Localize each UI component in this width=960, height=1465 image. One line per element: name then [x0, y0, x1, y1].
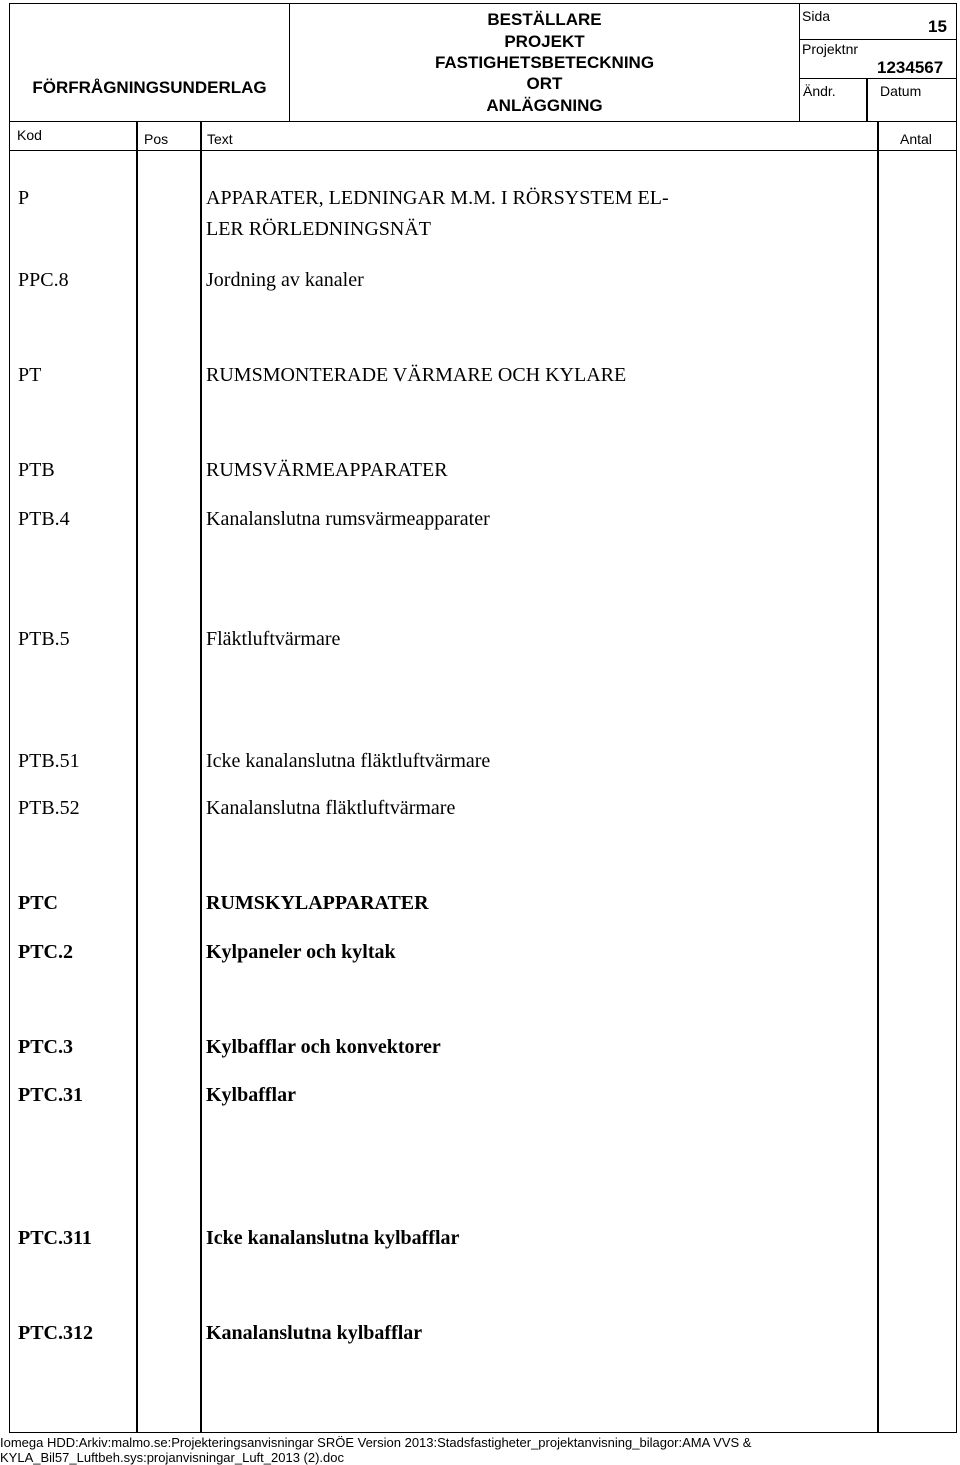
datum-label: Datum	[880, 83, 922, 99]
header-projekt: PROJEKT	[504, 32, 585, 51]
row-text: RUMSVÄRMEAPPARATER	[206, 459, 448, 481]
row-text: Kanalanslutna kylbafflar	[206, 1322, 423, 1344]
column-antal: Antal	[900, 131, 932, 147]
row-kod: PTC.3	[18, 1036, 73, 1058]
row-text: RUMSMONTERADE VÄRMARE OCH KYLARE	[206, 364, 627, 386]
projektnr-value: 1234567	[877, 58, 944, 77]
row-kod: PTB.51	[18, 750, 80, 772]
footer-path-line1: Iomega HDD:Arkiv:malmo.se:Projekteringsanvisningar SRÖE Version 2013:Stadsfastigheter_projektanvisning_bilagor:AMA VVS &	[0, 1435, 752, 1450]
header-bestallare: BESTÄLLARE	[487, 10, 602, 29]
row-text: Kylbafflar och konvektorer	[206, 1036, 441, 1058]
projektnr-label: Projektnr	[802, 41, 859, 57]
row-text: APPARATER, LEDNINGAR M.M. I RÖRSYSTEM EL-	[206, 187, 669, 209]
row-kod: PTB	[18, 459, 55, 481]
row-kod: P	[18, 187, 30, 209]
document-title: FÖRFRÅGNINGSUNDERLAG	[32, 78, 267, 97]
divider-pos-text	[200, 121, 202, 1433]
row-text: Kylpaneler och kyltak	[206, 941, 396, 963]
header-ort: ORT	[526, 74, 563, 93]
column-kod: Kod	[17, 127, 42, 143]
row-text: LER RÖRLEDNINGSNÄT	[206, 218, 431, 240]
header-title-cell	[9, 3, 290, 122]
row-kod: PTB.5	[18, 628, 70, 650]
andr-label: Ändr.	[803, 83, 836, 99]
row-kod: PTC.31	[18, 1084, 83, 1106]
row-text: Fläktluftvärmare	[206, 628, 341, 650]
footer-path-line2: KYLA_Bil57_Luftbeh.sys:projanvisningar_Luft_2013 (2).doc	[0, 1450, 345, 1465]
row-text: Icke kanalanslutna fläktluftvärmare	[206, 750, 491, 772]
row-text: Jordning av kanaler	[206, 269, 364, 291]
header-anlaggning: ANLÄGGNING	[486, 96, 603, 115]
row-text: Kanalanslutna rumsvärmeapparater	[206, 508, 490, 530]
row-kod: PPC.8	[18, 269, 69, 291]
row-kod: PTC.312	[18, 1322, 93, 1344]
column-text: Text	[207, 131, 233, 147]
row-text: Kanalanslutna fläktluftvärmare	[206, 797, 456, 819]
row-text: Kylbafflar	[206, 1084, 296, 1106]
row-kod: PTB.52	[18, 797, 80, 819]
row-kod: PTC.2	[18, 941, 73, 963]
sida-label: Sida	[802, 8, 831, 24]
header-fastighetsbeteckning: FASTIGHETSBETECKNING	[434, 53, 655, 72]
divider-kod-pos	[136, 121, 138, 1433]
column-pos: Pos	[144, 131, 169, 147]
row-kod: PTC	[18, 892, 58, 914]
row-kod: PT	[18, 364, 42, 386]
row-text: RUMSKYLAPPARATER	[206, 892, 429, 914]
row-kod: PTB.4	[18, 508, 70, 530]
divider-text-antal	[877, 121, 879, 1433]
row-text: Icke kanalanslutna kylbafflar	[206, 1227, 460, 1249]
sida-value: 15	[928, 17, 947, 36]
header-divider	[866, 78, 868, 122]
row-kod: PTC.311	[18, 1227, 92, 1249]
